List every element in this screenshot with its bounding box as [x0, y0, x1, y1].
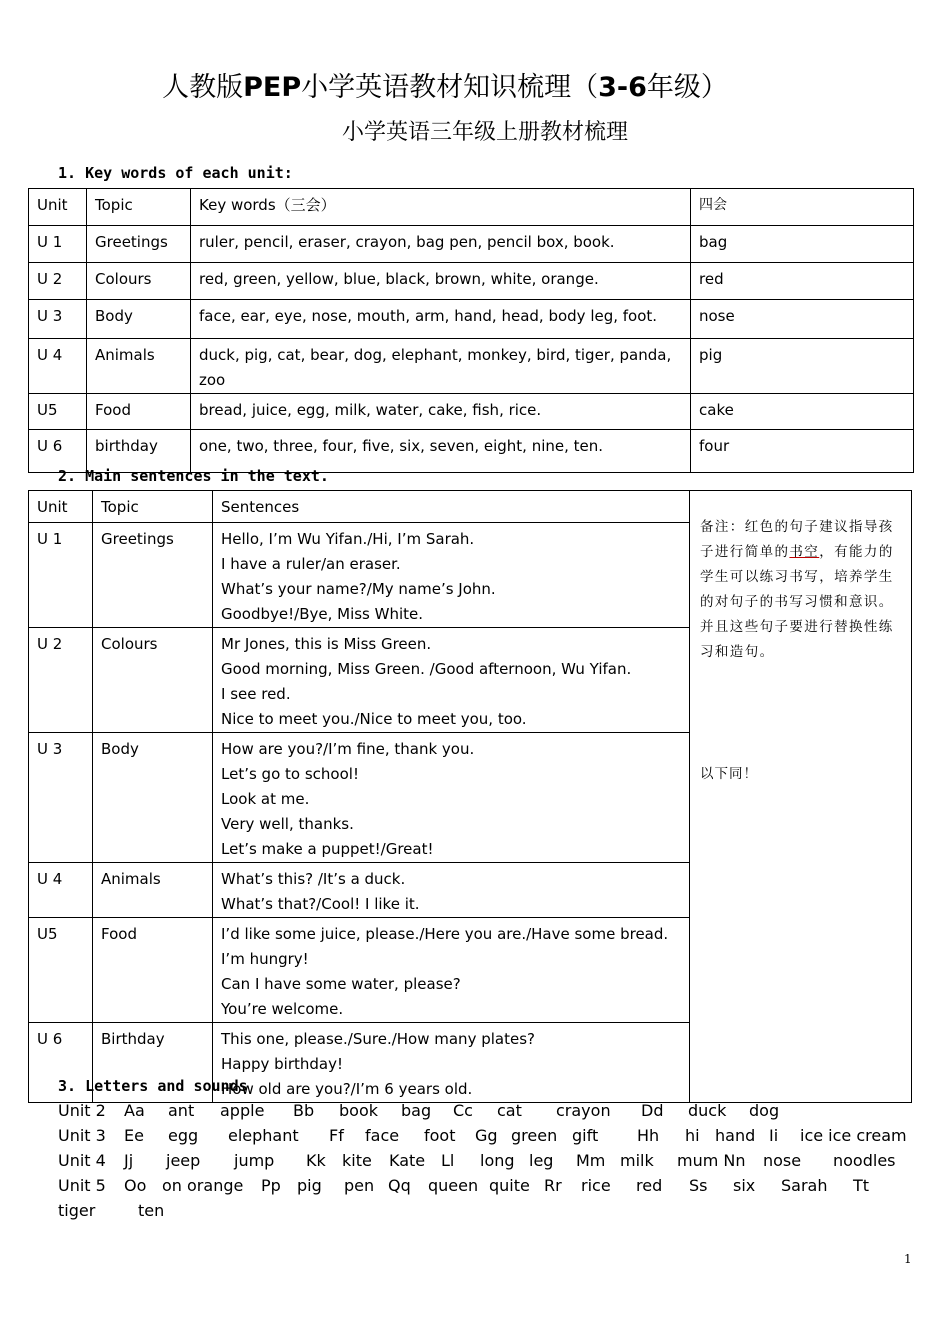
sentence-line: This one, please./Sure./How many plates? — [221, 1030, 535, 1048]
word: cat — [497, 1101, 522, 1120]
page-number: 1 — [904, 1252, 912, 1266]
word: ten — [138, 1201, 165, 1220]
letter-pair: Rr — [544, 1176, 562, 1195]
four-skills-cell: red — [691, 263, 914, 300]
word: foot — [424, 1126, 456, 1145]
word: pig — [297, 1176, 322, 1195]
sentence-line: Happy birthday! — [221, 1055, 344, 1073]
table-row — [29, 339, 914, 394]
word: on orange — [162, 1176, 244, 1195]
sentence-line: Can I have some water, please? — [221, 975, 461, 993]
letter-pair: Kk — [306, 1151, 326, 1170]
word: duck — [688, 1101, 727, 1120]
key-words-line: bread, juice, egg, milk, water, cake, fish, rice. — [199, 401, 542, 419]
letter-pair: Oo — [124, 1176, 147, 1195]
table-row — [29, 263, 914, 300]
topic-cell: Birthday — [93, 1023, 213, 1103]
letter-pair: Ff — [329, 1126, 344, 1145]
note-text-after: ，有能力的学生可以练习书写，培养学生的对句子的书写习惯和意识。并且这些句子要进行替换性练习和造句。 — [700, 544, 894, 660]
word: crayon — [556, 1101, 611, 1120]
word: gift — [572, 1126, 599, 1145]
unit-label: Unit 2 — [58, 1101, 106, 1120]
four-skills-cell: pig — [691, 339, 914, 394]
header-unit: Unit — [29, 491, 93, 523]
key-words-line: face, ear, eye, nose, mouth, arm, hand, head, body leg, foot. — [199, 307, 658, 325]
title-prefix: 人教版 — [162, 72, 244, 103]
sentence-line: Mr Jones, this is Miss Green. — [221, 635, 432, 653]
header-four-skills: 四会 — [691, 189, 914, 226]
word: hi — [685, 1126, 700, 1145]
sentence-line: I see red. — [221, 685, 291, 703]
sentence-line: Good morning, Miss Green. /Good afternoon, Wu Yifan. — [221, 660, 632, 678]
section1-heading: 1. Key words of each unit: — [58, 164, 293, 182]
sentence-line: Let’s make a puppet!/Great! — [221, 840, 434, 858]
unit-cell: U 2 — [29, 628, 93, 733]
header-topic: Topic — [93, 491, 213, 523]
unit-cell: U 1 — [29, 226, 87, 263]
table-header-row — [29, 491, 912, 523]
unit-cell: U5 — [29, 918, 93, 1023]
word: milk — [620, 1151, 654, 1170]
word: quite — [489, 1176, 530, 1195]
letter-pair: Jj — [124, 1151, 134, 1170]
section3-heading: 3. Letters and sounds — [58, 1077, 248, 1095]
sentence-line: I’m hungry! — [221, 950, 309, 968]
word: tiger — [58, 1201, 96, 1220]
key-words-line: one, two, three, four, five, six, seven, eight, nine, ten. — [199, 437, 604, 455]
note-text-before: 备注：红色的句子建议指导孩子进行简单的 — [700, 519, 894, 560]
topic-cell: Animals — [93, 863, 213, 918]
sentence-line: Hello, I’m Wu Yifan./Hi, I’m Sarah. — [221, 530, 475, 548]
unit-cell: U 4 — [29, 339, 87, 394]
topic-cell: Food — [93, 918, 213, 1023]
sentences-cell — [213, 523, 690, 628]
note-underlined-term: 书空 — [789, 544, 820, 560]
word: leg — [529, 1151, 554, 1170]
unit-cell: U 6 — [29, 1023, 93, 1103]
key-words-cell — [191, 339, 691, 394]
unit-cell: U 3 — [29, 733, 93, 863]
note-same-below: 以下同！ — [700, 766, 758, 782]
unit-cell: U 6 — [29, 430, 87, 473]
teacher-note — [700, 515, 905, 665]
letter-pair: Ii — [769, 1126, 779, 1145]
title-grades: 3-6 — [598, 72, 647, 103]
title-middle: 小学英语教材知识梳理（ — [301, 72, 599, 103]
letter-pair: Ee — [124, 1126, 144, 1145]
sentence-line: Nice to meet you./Nice to meet you, too. — [221, 710, 527, 728]
topic-cell: Greetings — [93, 523, 213, 628]
sentence-line: I’d like some juice, please./Here you are./Have some bread. — [221, 925, 669, 943]
topic-cell: Greetings — [87, 226, 191, 263]
key-words-cell — [191, 263, 691, 300]
sentence-line: Look at me. — [221, 790, 310, 808]
key-words-line: zoo — [199, 371, 226, 389]
word: apple — [220, 1101, 265, 1120]
header-key-words: Key words（三会） — [191, 189, 691, 226]
topic-cell: Body — [93, 733, 213, 863]
four-skills-cell: nose — [691, 300, 914, 339]
sentence-line: What’s that?/Cool! I like it. — [221, 895, 420, 913]
four-skills-cell: cake — [691, 394, 914, 430]
word: nose — [763, 1151, 802, 1170]
letter-pair: Dd — [641, 1101, 664, 1120]
topic-cell: Food — [87, 394, 191, 430]
letter-pair: Cc — [453, 1101, 473, 1120]
page-title — [0, 68, 890, 108]
key-words-line: duck, pig, cat, bear, dog, elephant, monkey, bird, tiger, panda, — [199, 346, 672, 364]
four-skills-cell: bag — [691, 226, 914, 263]
section2-heading: 2. Main sentences in the text. — [58, 467, 329, 485]
four-skills-cell: four — [691, 430, 914, 473]
word: rice — [581, 1176, 611, 1195]
title-pep: PEP — [243, 72, 302, 103]
sentence-line: Very well, thanks. — [221, 815, 354, 833]
word: Sarah — [781, 1176, 828, 1195]
sentence-line: You’re welcome. — [221, 1000, 344, 1018]
header-sentences: Sentences — [213, 491, 690, 523]
unit-cell: U 2 — [29, 263, 87, 300]
letter-pair: Gg — [475, 1126, 498, 1145]
letter-pair: Aa — [124, 1101, 145, 1120]
sentence-line: I have a ruler/an eraser. — [221, 555, 401, 573]
key-words-cell — [191, 226, 691, 263]
word: six — [733, 1176, 756, 1195]
letter-pair: Hh — [637, 1126, 660, 1145]
word: noodles — [833, 1151, 896, 1170]
table-row — [29, 300, 914, 339]
word: book — [339, 1101, 378, 1120]
sentences-cell — [213, 628, 690, 733]
note-cell — [690, 491, 912, 1103]
word: face — [365, 1126, 400, 1145]
key-words-line: red, green, yellow, blue, black, brown, white, orange. — [199, 270, 599, 288]
unit-label: Unit 4 — [58, 1151, 106, 1170]
key-words-cell — [191, 394, 691, 430]
letter-pair: Ll — [441, 1151, 455, 1170]
sentence-line: Let’s go to school! — [221, 765, 359, 783]
key-words-line: ruler, pencil, eraser, crayon, bag pen, pencil box, book. — [199, 233, 615, 251]
sentences-cell — [213, 918, 690, 1023]
letter-pair: Mm — [576, 1151, 606, 1170]
unit-label: Unit 5 — [58, 1176, 106, 1195]
unit-label: Unit 3 — [58, 1126, 106, 1145]
topic-cell: Body — [87, 300, 191, 339]
word: dog — [749, 1101, 780, 1120]
word: ice ice cream — [800, 1126, 907, 1145]
word: mum Nn — [677, 1151, 746, 1170]
word: jump — [234, 1151, 275, 1170]
key-words-cell — [191, 300, 691, 339]
key-words-table — [28, 188, 914, 473]
table-header-row — [29, 189, 914, 226]
unit-cell: U5 — [29, 394, 87, 430]
word: jeep — [166, 1151, 201, 1170]
word: kite — [342, 1151, 372, 1170]
unit-cell: U 1 — [29, 523, 93, 628]
header-unit: Unit — [29, 189, 87, 226]
word: elephant — [228, 1126, 299, 1145]
page-subtitle: 小学英语三年级上册教材梳理 — [341, 120, 628, 145]
topic-cell: Animals — [87, 339, 191, 394]
topic-cell: Colours — [93, 628, 213, 733]
word: red — [636, 1176, 663, 1195]
word: bag — [401, 1101, 432, 1120]
sentence-line: What’s your name?/My name’s John. — [221, 580, 496, 598]
unit-cell: U 3 — [29, 300, 87, 339]
word: green — [511, 1126, 558, 1145]
sentences-cell — [213, 863, 690, 918]
table-row — [29, 226, 914, 263]
word: Kate — [389, 1151, 426, 1170]
letter-pair: Qq — [388, 1176, 411, 1195]
topic-cell: birthday — [87, 430, 191, 473]
letter-pair: Ss — [689, 1176, 708, 1195]
word: queen — [428, 1176, 479, 1195]
letter-pair: Tt — [853, 1176, 870, 1195]
topic-cell: Colours — [87, 263, 191, 300]
sentence-line: Goodbye!/Bye, Miss White. — [221, 605, 424, 623]
table-row — [29, 394, 914, 430]
sentence-line: How old are you?/I’m 6 years old. — [221, 1080, 473, 1098]
sentences-cell — [213, 733, 690, 863]
sentence-line: What’s this? /It’s a duck. — [221, 870, 406, 888]
word: egg — [168, 1126, 199, 1145]
letter-pair: Pp — [261, 1176, 281, 1195]
sentences-cell — [213, 1023, 690, 1103]
sentences-table — [28, 490, 912, 1103]
sentence-line: How are you?/I’m fine, thank you. — [221, 740, 475, 758]
word: long — [480, 1151, 515, 1170]
word: pen — [344, 1176, 375, 1195]
unit-cell: U 4 — [29, 863, 93, 918]
header-topic: Topic — [87, 189, 191, 226]
letter-pair: Bb — [293, 1101, 315, 1120]
word: hand — [715, 1126, 756, 1145]
word: ant — [168, 1101, 195, 1120]
title-suffix: 年级） — [646, 72, 728, 103]
